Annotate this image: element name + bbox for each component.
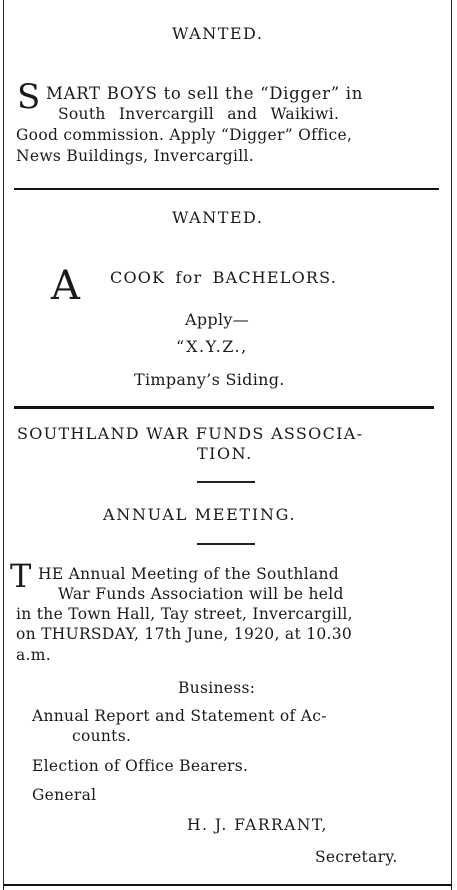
ad1-heading: WANTED. <box>172 24 264 43</box>
signature-name: H. J. FARRANT, <box>187 816 328 834</box>
left-column-border <box>3 0 4 890</box>
ad1-line-3: Good commission. Apply “Digger” Office, <box>16 126 353 144</box>
ad1-drop-cap: S <box>17 77 41 117</box>
right-column-border <box>451 0 452 890</box>
ad1-line-2: South Invercargill and Waikiwi. <box>58 105 340 123</box>
divider-rule-2 <box>14 406 434 409</box>
ad2-heading: WANTED. <box>172 208 264 227</box>
ad3-line-5: a.m. <box>16 646 51 664</box>
ad3-line-4: on THURSDAY, 17th June, 1920, at 10.30 <box>16 625 353 643</box>
ad3-line-1: HE Annual Meeting of the Southland <box>38 565 340 583</box>
business-label: Business: <box>178 679 256 697</box>
agenda-item-1: Annual Report and Statement of Ac- <box>32 707 327 725</box>
ad2-place: Timpany’s Siding. <box>134 370 285 389</box>
ad1-line-1: MART BOYS to sell the “Digger” in <box>46 84 364 103</box>
divider-rule-1 <box>14 188 439 190</box>
ad3-title-line-2: TION. <box>197 444 253 463</box>
ad3-line-2: War Funds Association will be held <box>58 585 344 603</box>
agenda-item-2: Election of Office Bearers. <box>32 757 249 775</box>
short-dash-2 <box>197 543 255 545</box>
ad1-line-4: News Buildings, Invercargill. <box>16 147 254 165</box>
agenda-item-3: General <box>32 786 97 804</box>
agenda-item-1-cont: counts. <box>72 727 132 745</box>
ad2-apply: Apply— <box>185 310 249 329</box>
ad3-line-3: in the Town Hall, Tay street, Invercargill, <box>16 605 353 623</box>
bottom-rule <box>3 884 452 886</box>
ad3-drop-cap: T <box>10 557 32 595</box>
short-dash-1 <box>197 481 255 483</box>
ad2-cook-line: COOK for BACHELORS. <box>110 268 338 287</box>
ad3-title-line-1: SOUTHLAND WAR FUNDS ASSOCIA- <box>17 424 364 443</box>
ad2-xyz: “X.Y.Z., <box>176 337 248 356</box>
ad2-big-cap: A <box>51 263 80 309</box>
ad3-subheading: ANNUAL MEETING. <box>103 505 297 524</box>
signature-title: Secretary. <box>315 848 398 866</box>
